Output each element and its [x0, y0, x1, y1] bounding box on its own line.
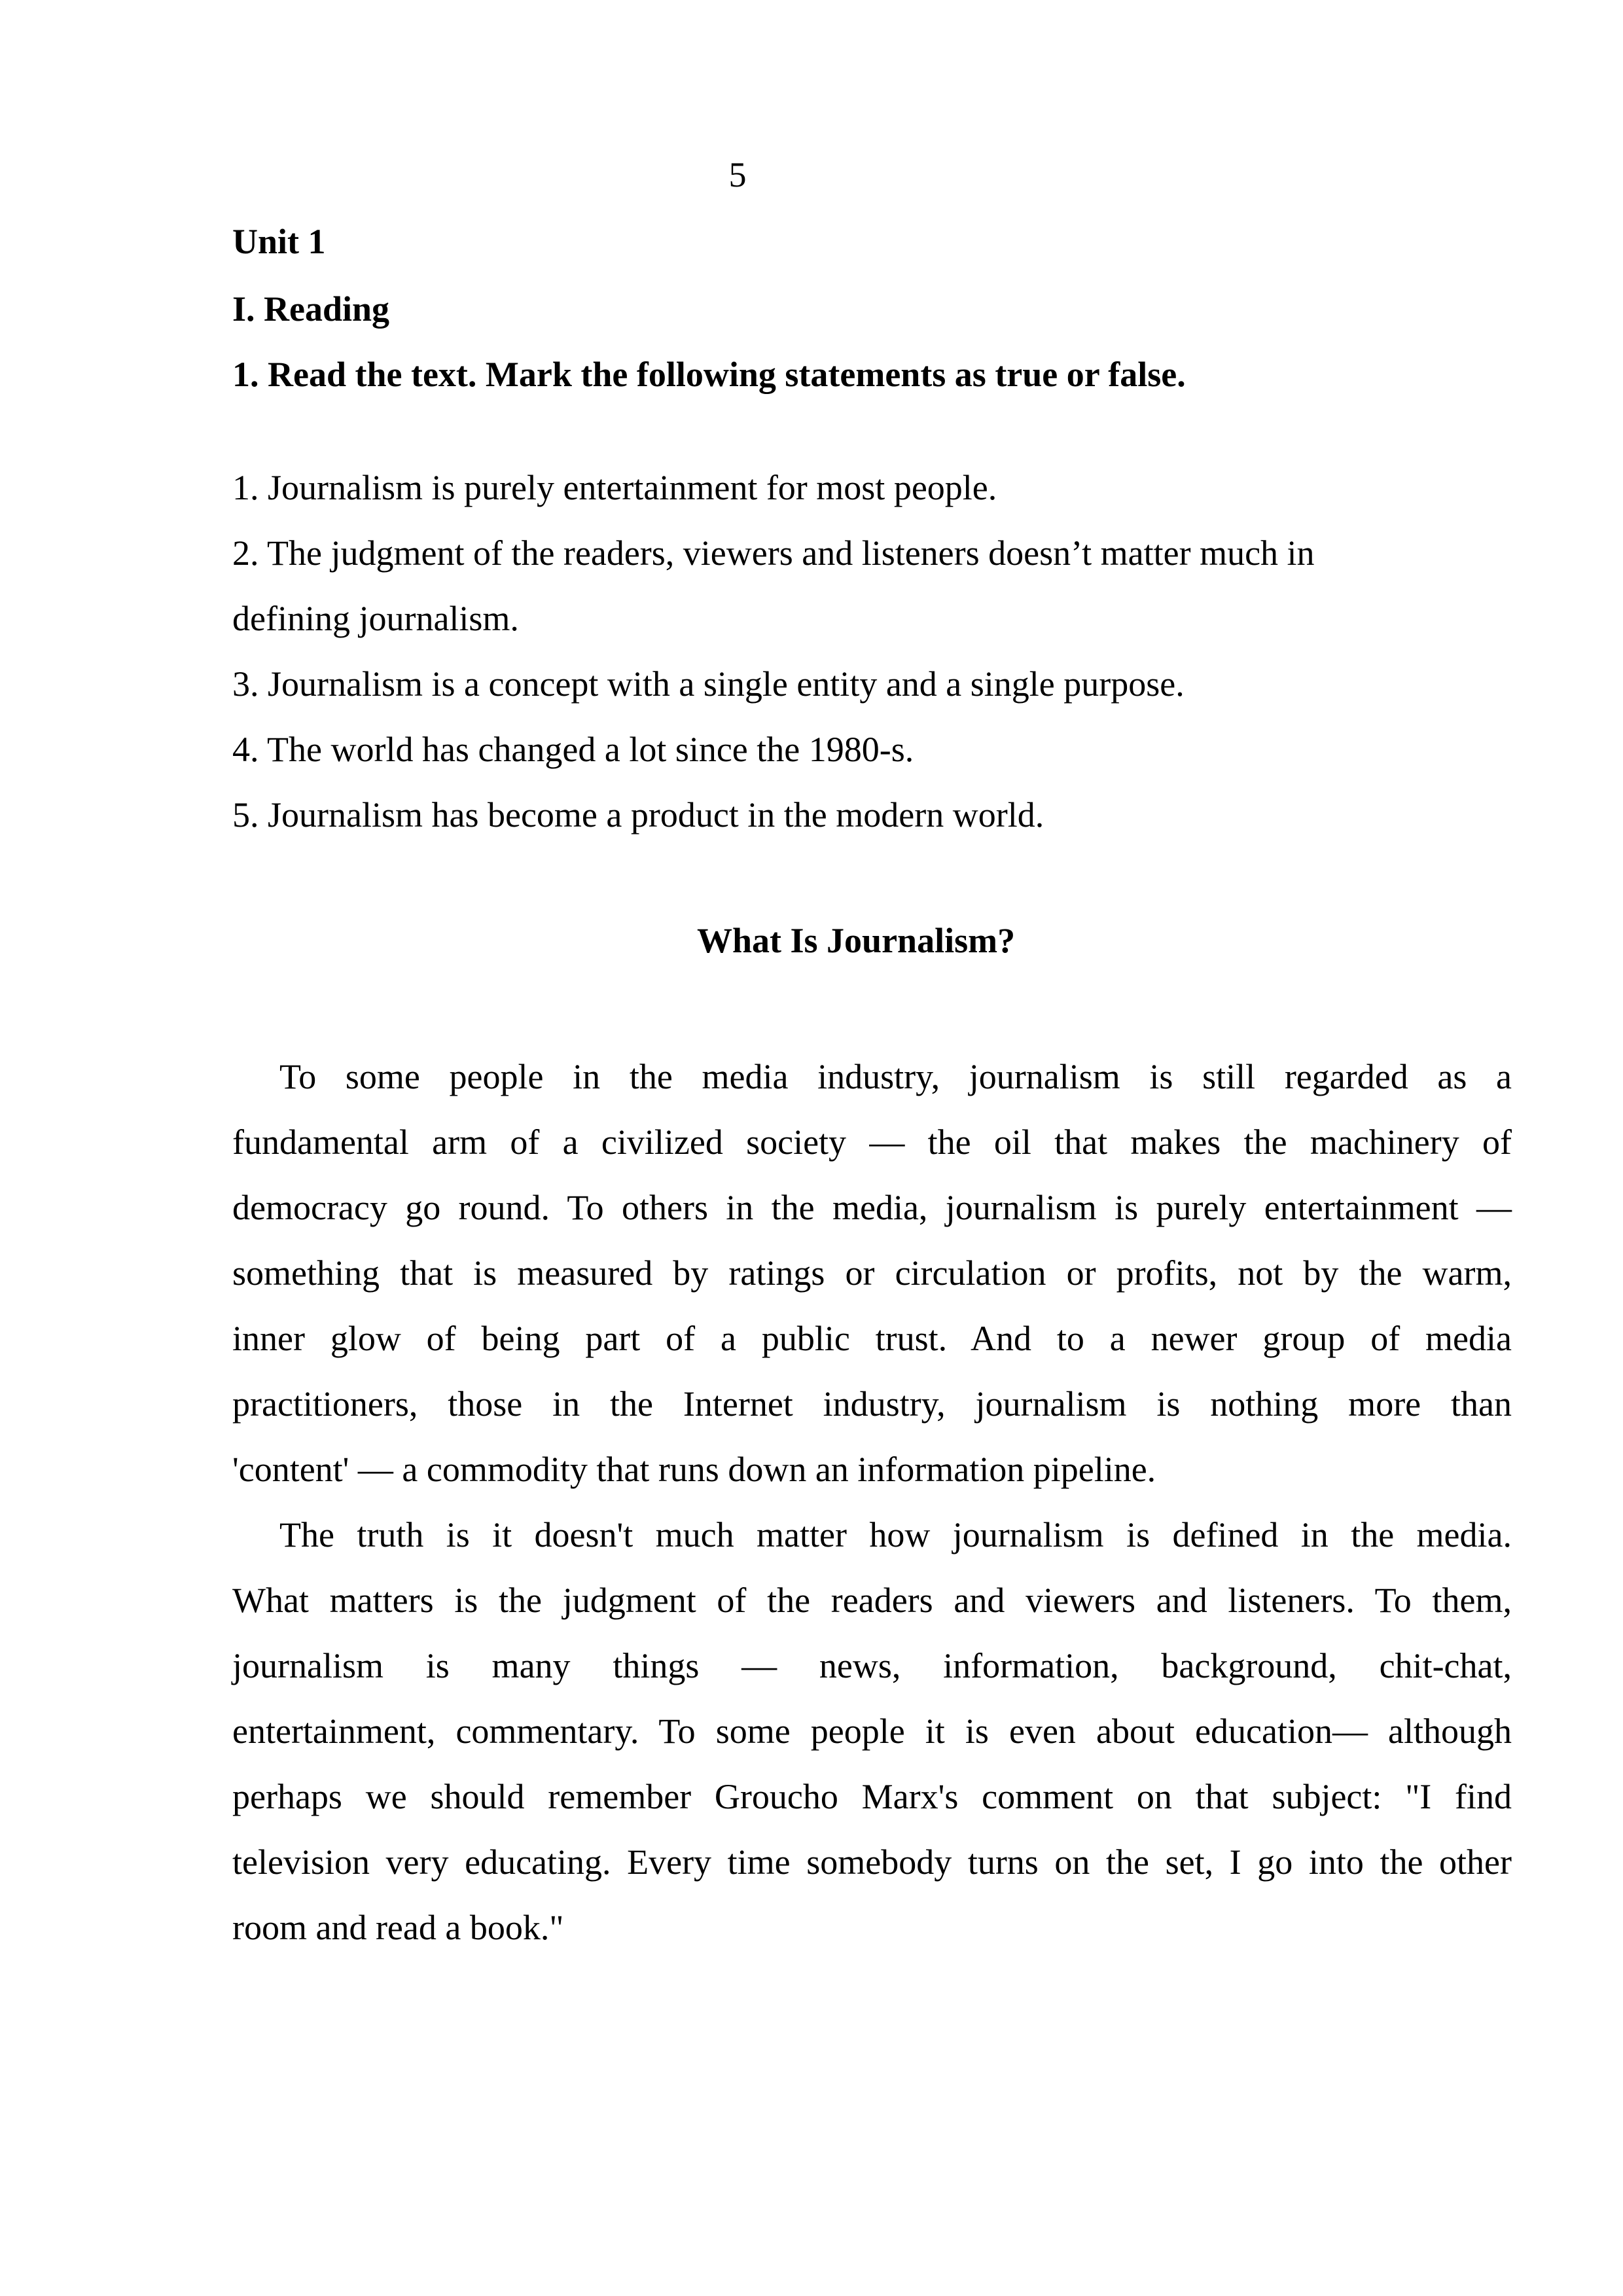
article-title: What Is Journalism?	[697, 921, 1016, 960]
paragraph-line: entertainment, commentary. To some people it is even about education— although	[232, 1712, 1512, 1751]
section-title: I. Reading	[232, 289, 390, 329]
paragraph-line: room and read a book."	[232, 1908, 564, 1947]
statement-line: 2. The judgment of the readers, viewers and listeners doesn’t matter much in	[232, 533, 1315, 573]
page-number: 5	[728, 155, 747, 194]
statement-line: 4. The world has changed a lot since the 1980-s.	[232, 730, 914, 769]
paragraph-line: fundamental arm of a civilized society — the oil that makes the machinery of	[232, 1122, 1512, 1162]
paragraph-line: What matters is the judgment of the readers and viewers and listeners. To them,	[232, 1581, 1512, 1620]
unit-title: Unit 1	[232, 222, 326, 261]
article-paragraph-2	[232, 1502, 1512, 1960]
statement-line: defining journalism.	[232, 599, 519, 638]
statement-3	[232, 651, 1404, 717]
statement-5	[232, 782, 1404, 848]
paragraph-line: perhaps we should remember Groucho Marx's comment on that subject: "I find	[232, 1777, 1512, 1816]
statement-line: 1. Journalism is purely entertainment for most people.	[232, 468, 997, 507]
paragraph-line: something that is measured by ratings or circulation or profits, not by the warm,	[232, 1253, 1512, 1293]
paragraph-line: journalism is many things — news, information, background, chit-chat,	[232, 1646, 1512, 1685]
paragraph-line: inner glow of being part of a public trust. And to a newer group of media	[232, 1319, 1512, 1358]
paragraph-line: television very educating. Every time somebody turns on the set, I go into the other	[232, 1842, 1512, 1882]
statement-2	[232, 520, 1404, 651]
paragraph-line: To some people in the media industry, journalism is still regarded as a	[279, 1057, 1512, 1096]
statement-line: 5. Journalism has become a product in the modern world.	[232, 795, 1044, 834]
statement-1	[232, 455, 1404, 520]
statement-4	[232, 717, 1404, 782]
paragraph-line: 'content' — a commodity that runs down an information pipeline.	[232, 1450, 1156, 1489]
paragraph-line: practitioners, those in the Internet industry, journalism is nothing more than	[232, 1384, 1512, 1424]
article-paragraph-1	[232, 1044, 1512, 1502]
statement-line: 3. Journalism is a concept with a single entity and a single purpose.	[232, 664, 1185, 704]
paragraph-line: The truth is it doesn't much matter how journalism is defined in the media.	[279, 1515, 1512, 1554]
paragraph-line: democracy go round. To others in the media, journalism is purely entertainment —	[232, 1188, 1512, 1227]
task-title: 1. Read the text. Mark the following statements as true or false.	[232, 355, 1186, 394]
